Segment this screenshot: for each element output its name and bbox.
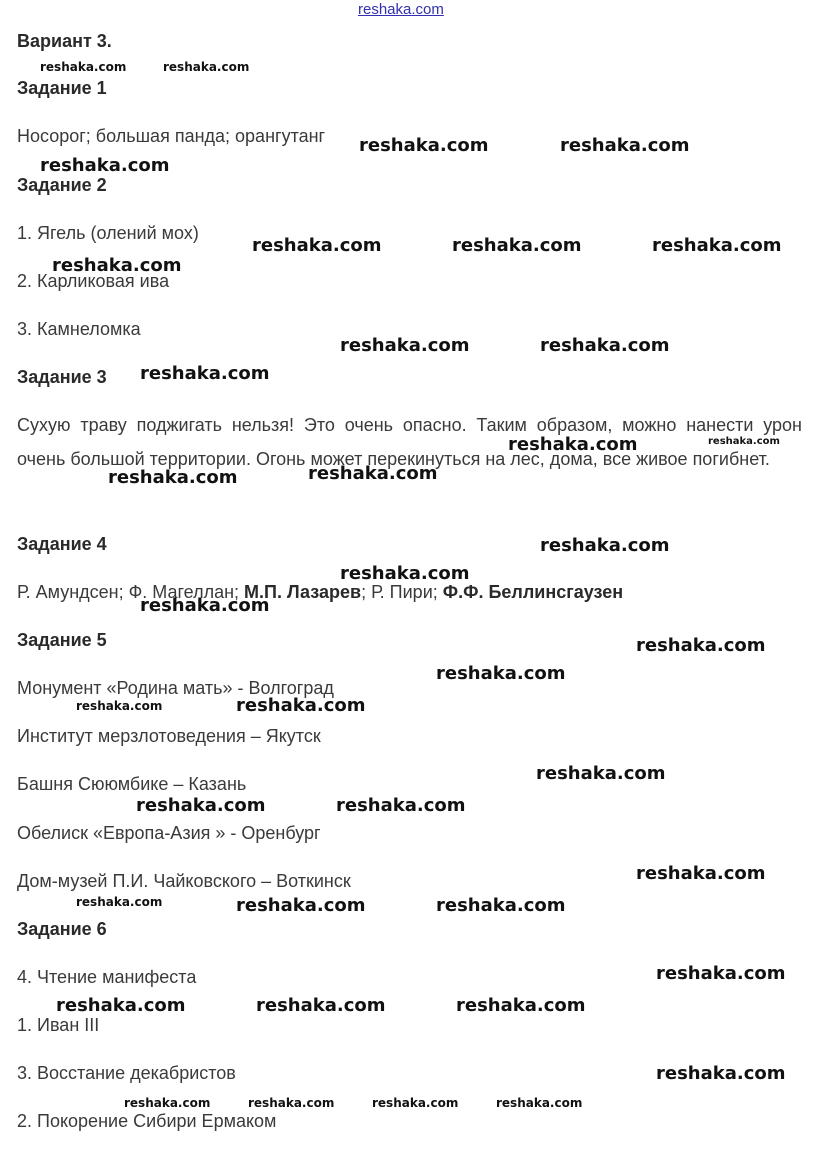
watermark: reshaka.com [452,235,582,256]
task6-heading: Задание 6 [17,919,107,939]
task4-part: ; Р. Пири; [361,582,443,602]
task5-item: Монумент «Родина мать» - Волгоград [17,678,334,698]
watermark: reshaka.com [656,1063,786,1084]
task4-answer [17,581,623,603]
watermark: reshaka.com [236,895,366,916]
watermark: reshaka.com [336,795,466,816]
watermark: reshaka.com [359,135,489,156]
watermark: reshaka.com [436,663,566,684]
task6-item: 4. Чтение манифеста [17,967,197,987]
watermark: reshaka.com [163,60,250,74]
task1-answer: Носорог; большая панда; орангутанг [17,126,326,146]
watermark: reshaka.com [652,235,782,256]
watermark: reshaka.com [124,1096,211,1110]
watermark: reshaka.com [540,535,670,556]
watermark: reshaka.com [456,995,586,1016]
watermark: reshaka.com [108,467,238,488]
task2-item: 1. Ягель (олений мох) [17,223,199,243]
task5-heading: Задание 5 [17,630,107,650]
task2-item: 3. Камнеломка [17,319,141,339]
site-link[interactable]: reshaka.com [358,1,444,18]
watermark: reshaka.com [52,255,182,276]
task4-bold-name: Ф.Ф. Беллинсгаузен [442,582,624,602]
watermark: reshaka.com [436,895,566,916]
watermark: reshaka.com [636,635,766,656]
watermark: reshaka.com [340,335,470,356]
watermark: reshaka.com [76,699,163,713]
watermark: reshaka.com [56,995,186,1016]
task2-item: 2. Карликовая ива [17,271,170,291]
watermark: reshaka.com [76,895,163,909]
watermark: reshaka.com [252,235,382,256]
watermark: reshaka.com [140,595,270,616]
watermark: reshaka.com [256,995,386,1016]
task3-text: Сухую траву поджигать нельзя! Это очень опасно. Таким образом, можно нанести урон очень большой территории. Огонь может перекинуться на лес, дома, все живое погибнет. [17,415,802,469]
task4-part: Р. Амундсен; Ф. Магеллан; [17,582,245,602]
watermark: reshaka.com [236,695,366,716]
watermark: reshaka.com [636,863,766,884]
task5-item: Дом-музей П.И. Чайковского – Воткинск [17,871,351,891]
watermark: reshaka.com [708,436,780,447]
watermark: reshaka.com [656,963,786,984]
task5-item: Обелиск «Европа-Азия » - Оренбург [17,823,321,843]
watermark: reshaka.com [536,763,666,784]
page-title: Вариант 3. [17,31,112,51]
task5-item: Институт мерзлотоведения – Якутск [17,726,321,746]
watermark: reshaka.com [508,434,638,455]
task1-heading: Задание 1 [17,78,107,98]
watermark: reshaka.com [136,795,266,816]
watermark: reshaka.com [496,1096,583,1110]
watermark: reshaka.com [140,363,270,384]
task5-item: Башня Сююмбике – Казань [17,774,247,794]
task6-item: 2. Покорение Сибири Ермаком [17,1111,277,1131]
watermark: reshaka.com [560,135,690,156]
watermark: reshaka.com [40,155,170,176]
task4-heading: Задание 4 [17,534,107,554]
task4-bold-name: М.П. Лазарев [244,582,362,602]
task6-item: 1. Иван III [17,1015,100,1035]
task2-heading: Задание 2 [17,175,107,195]
watermark: reshaka.com [248,1096,335,1110]
task6-item: 3. Восстание декабристов [17,1063,236,1083]
task3-heading: Задание 3 [17,367,107,387]
watermark: reshaka.com [372,1096,459,1110]
watermark: reshaka.com [308,463,438,484]
watermark: reshaka.com [340,563,470,584]
watermark: reshaka.com [540,335,670,356]
watermark: reshaka.com [40,60,127,74]
